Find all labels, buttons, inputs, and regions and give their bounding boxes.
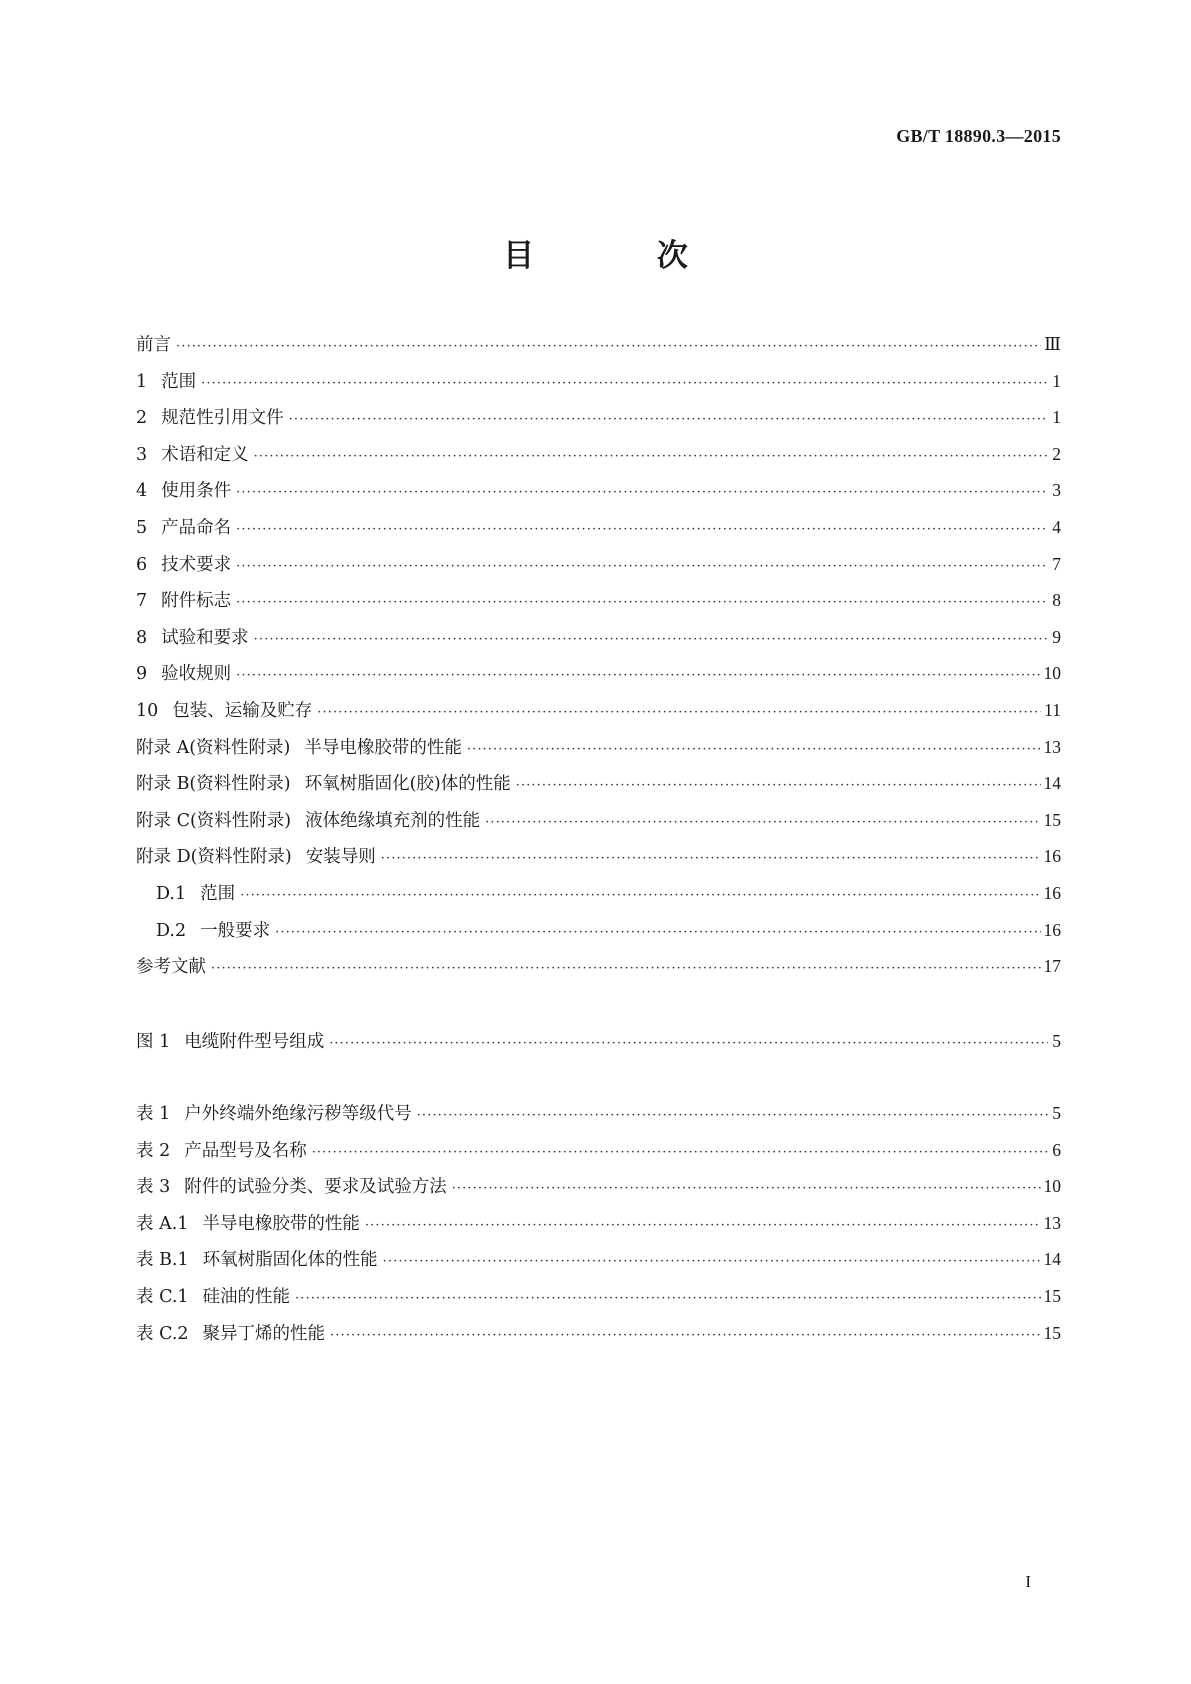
toc-entry-page: 14 [1043,1249,1061,1270]
toc-entry-number: 表 B.1 [136,1250,189,1271]
toc-entry-title: 电缆附件型号组成 [184,1032,325,1052]
dot-leader [254,439,1048,476]
toc-entry-number: 表 A.1 [136,1213,189,1234]
table-entry[interactable] [136,1132,1061,1169]
dot-leader [275,915,1040,952]
toc-entry-title: 前言 [136,335,171,355]
toc-entry[interactable] [136,838,1061,875]
toc-entry-page: 1 [1052,370,1061,391]
toc-entry-title: 环氧树脂固化体的性能 [202,1250,378,1271]
toc-entry[interactable] [136,912,1061,949]
toc-entry-number: 表 1 [136,1104,171,1124]
dot-leader [485,805,1040,842]
table-entry[interactable] [136,1168,1061,1205]
page-number: I [1025,1572,1031,1591]
toc-entry-page: 5 [1052,1103,1061,1123]
toc-entry-number: 表 C.1 [136,1286,189,1307]
toc-entry-title: 环氧树脂固化(胶)体的性能 [304,774,511,795]
table-entry[interactable] [136,1315,1061,1352]
table-entry[interactable] [136,1278,1061,1315]
toc-entry-page: Ⅲ [1044,334,1061,354]
toc-entry-number: 8 [136,627,148,648]
toc-entry-page: 16 [1043,882,1061,903]
table-entry[interactable] [136,1241,1061,1278]
toc-entry-title: 试验和要求 [161,627,249,648]
toc-entry[interactable] [136,472,1061,509]
toc-entry-number: 附录 A(资料性附录) [136,737,291,758]
toc-entry-title: 包装、运输及贮存 [172,700,313,721]
toc-entry[interactable] [136,655,1061,692]
toc-entry[interactable] [136,582,1061,619]
toc-entry-page: 2 [1052,443,1061,464]
toc-entry-title: 规范性引用文件 [161,408,284,429]
toc-entry-title: 硅油的性能 [202,1286,291,1307]
toc-entry[interactable] [136,692,1061,729]
toc-entry-title: 附件标志 [161,591,232,612]
dot-leader [236,512,1048,549]
toc-entry-number: 2 [136,408,148,429]
toc-entry-number: 表 C.2 [136,1323,189,1344]
dot-leader [330,1318,1040,1355]
toc-entry-title: 范围 [161,371,197,392]
dot-leader [240,878,1040,915]
toc-entry[interactable] [136,875,1061,912]
table-entry[interactable] [136,1205,1061,1242]
toc-entry-title: 参考文献 [136,957,206,978]
toc-entry-title: 验收规则 [161,664,232,685]
dot-leader [417,1098,1048,1135]
toc-entry[interactable] [136,399,1061,436]
toc-entry-number: 5 [136,517,148,538]
toc-contents [136,326,1061,985]
toc-entry-page: 13 [1043,1212,1061,1233]
dot-leader [312,1135,1048,1172]
dot-leader [211,951,1041,988]
table-entry[interactable] [136,1095,1061,1132]
toc-entry-page: 13 [1043,736,1061,757]
toc-entry-page: 15 [1043,809,1061,830]
toc-entry-page: 14 [1043,773,1061,794]
toc-entry-number: 3 [136,444,148,465]
toc-entry[interactable] [136,326,1061,363]
toc-entry-number: D.1 [156,883,187,904]
toc-entry-title: 附件的试验分类、要求及试验方法 [184,1177,447,1198]
toc-entry-title: 液体绝缘填充剂的性能 [305,810,481,831]
dot-leader [383,1244,1041,1281]
page-title: 目 次 [503,238,744,274]
toc-entry-number: 7 [136,591,148,612]
standard-number: GB/T 18890.3—2015 [896,126,1061,146]
toc-entry-title: 半导电橡胶带的性能 [304,737,462,758]
toc-entry[interactable] [136,765,1061,802]
toc-entry-number: 附录 B(资料性附录) [136,774,291,795]
toc-entry[interactable] [136,729,1061,766]
dot-leader [452,1171,1041,1208]
toc-entry-title: 安装导则 [305,847,376,868]
dot-leader [254,622,1048,659]
toc-entry-title: 术语和定义 [161,444,249,465]
toc-entry-page: 15 [1043,1285,1061,1306]
toc-entry-page: 5 [1052,1031,1061,1051]
toc-entry-title: 半导电橡胶带的性能 [202,1213,360,1234]
dot-leader [295,1281,1040,1318]
figure-entry[interactable] [136,1023,1061,1060]
dot-leader [381,841,1041,878]
toc-entry[interactable] [136,363,1061,400]
dot-leader [516,768,1041,805]
toc-entry-number: 表 3 [136,1177,171,1198]
dot-leader [317,695,1041,732]
dot-leader [329,1026,1048,1063]
toc-entry-page: 11 [1044,699,1061,720]
toc-entry-title: 产品命名 [161,517,232,538]
toc-entry-page: 7 [1052,553,1061,574]
toc-entry-page: 15 [1043,1322,1061,1343]
toc-entry[interactable] [136,436,1061,473]
toc-entry-title: 一般要求 [200,920,271,941]
toc-entry-page: 9 [1052,626,1061,647]
toc-entry[interactable] [136,509,1061,546]
toc-entry-number: 1 [136,371,148,392]
toc-entry-number: 10 [136,700,159,721]
toc-entry-number: 附录 D(资料性附录) [136,847,292,868]
dot-leader [289,402,1048,439]
dot-leader [365,1208,1041,1245]
toc-entry-number: 图 1 [136,1032,171,1052]
toc-entry-title: 范围 [200,883,236,904]
toc-entry-page: 16 [1043,846,1061,867]
toc-entry-title: 技术要求 [161,554,232,575]
toc-entry-number: 6 [136,554,148,575]
toc-figures [136,1023,1061,1060]
toc-entry-page: 17 [1043,956,1061,977]
toc-entry-page: 4 [1052,516,1061,537]
dot-leader [236,585,1048,622]
toc-entry-number: D.2 [156,920,187,941]
toc-entry-page: 3 [1052,480,1061,501]
toc-entry[interactable] [136,802,1061,839]
toc-entry-page: 8 [1052,590,1061,611]
toc-entry[interactable] [136,619,1061,656]
toc-entry[interactable] [136,948,1061,985]
dot-leader [201,366,1048,403]
toc-entry-title: 聚异丁烯的性能 [202,1323,326,1344]
toc-entry-page: 16 [1043,919,1061,940]
toc-entry-number: 9 [136,664,148,685]
toc-entry-page: 6 [1052,1139,1061,1160]
dot-leader [236,475,1048,512]
toc-entry-number: 表 2 [136,1140,171,1161]
toc-entry-title: 使用条件 [161,481,232,502]
toc-entry[interactable] [136,546,1061,583]
dot-leader [236,549,1048,586]
toc-tables [136,1095,1061,1351]
dot-leader [176,329,1041,366]
toc-entry-page: 10 [1043,1176,1061,1197]
toc-entry-page: 10 [1043,663,1061,684]
toc-entry-number: 附录 C(资料性附录) [136,810,292,831]
toc-entry-title: 户外终端外绝缘污秽等级代号 [184,1104,412,1124]
toc-entry-title: 产品型号及名称 [184,1140,307,1161]
toc-entry-page: 1 [1052,407,1061,428]
toc-entry-number: 4 [136,481,148,502]
dot-leader [467,732,1041,769]
dot-leader [236,658,1040,695]
